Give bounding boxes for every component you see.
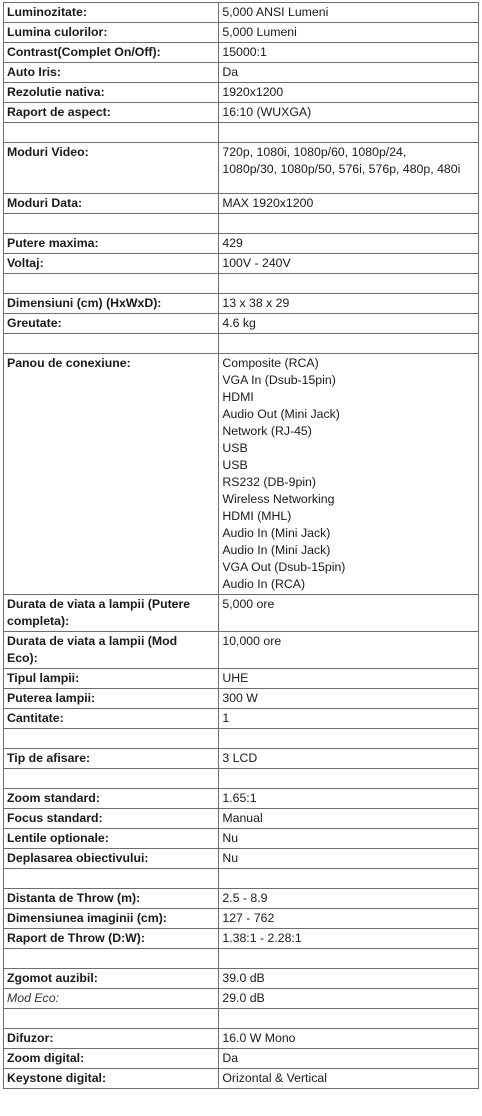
spec-value: 127 - 762 <box>219 909 479 929</box>
spec-value-line: USB <box>222 441 248 455</box>
spec-value: Nu <box>219 849 479 869</box>
spec-value: 29.0 dB <box>219 989 479 1009</box>
spec-value: Da <box>219 1049 479 1069</box>
spec-label: Zgomot auzibil: <box>4 969 219 989</box>
spec-value-line: RS232 (DB-9pin) <box>222 475 316 489</box>
spec-value: 16.0 W Mono <box>219 1029 479 1049</box>
spec-row <box>4 314 479 334</box>
spec-label: Deplasarea obiectivului: <box>4 849 219 869</box>
spec-label: Lentile optionale: <box>4 829 219 849</box>
spec-value: 5,000 ore <box>219 595 479 632</box>
spec-label <box>4 769 219 789</box>
spec-label: Puterea lampii: <box>4 689 219 709</box>
spec-value-line: Wireless Networking <box>222 492 335 506</box>
spec-row <box>4 254 479 274</box>
spec-value: Orizontal & Vertical <box>219 1069 479 1089</box>
spec-row <box>4 83 479 103</box>
spec-value-line: USB <box>222 458 248 472</box>
spec-value: Da <box>219 63 479 83</box>
spec-label: Dimensiunea imaginii (cm): <box>4 909 219 929</box>
spec-row <box>4 929 479 949</box>
spec-label: Raport de aspect: <box>4 103 219 123</box>
spec-label <box>4 632 219 669</box>
spec-value: 429 <box>219 234 479 254</box>
spec-value-line: 720p, 1080i, 1080p/60, 1080p/24, <box>222 145 407 159</box>
spec-value: 15000:1 <box>219 43 479 63</box>
spec-value <box>219 354 479 595</box>
spec-row <box>4 103 479 123</box>
spec-label <box>4 729 219 749</box>
spec-row <box>4 1009 479 1029</box>
spec-value-line: Audio In (Mini Jack) <box>222 543 331 557</box>
spec-row <box>4 214 479 234</box>
spec-value-line: Audio In (RCA) <box>222 577 306 591</box>
spec-row <box>4 709 479 729</box>
spec-label: Voltaj: <box>4 254 219 274</box>
spec-label: Dimensiuni (cm) (HxWxD): <box>4 294 219 314</box>
spec-label: Putere maxima: <box>4 234 219 254</box>
spec-value: 2.5 - 8.9 <box>219 889 479 909</box>
spec-row <box>4 849 479 869</box>
spec-label: Mod Eco: <box>4 989 219 1009</box>
spec-value: 39.0 dB <box>219 969 479 989</box>
spec-value-line: HDMI (MHL) <box>222 509 292 523</box>
spec-value <box>219 949 479 969</box>
spec-row <box>4 63 479 83</box>
spec-value: 1.38:1 - 2.28:1 <box>219 929 479 949</box>
spec-value <box>219 729 479 749</box>
spec-row <box>4 729 479 749</box>
spec-row <box>4 869 479 889</box>
spec-value-line: HDMI <box>222 390 254 404</box>
spec-label <box>4 595 219 632</box>
spec-value: 100V - 240V <box>219 254 479 274</box>
spec-value: 1.65:1 <box>219 789 479 809</box>
spec-label: Moduri Data: <box>4 194 219 214</box>
spec-label: Focus standard: <box>4 809 219 829</box>
spec-row <box>4 909 479 929</box>
spec-row <box>4 234 479 254</box>
spec-label <box>4 1009 219 1029</box>
spec-row <box>4 123 479 143</box>
spec-row <box>4 969 479 989</box>
spec-value <box>219 869 479 889</box>
spec-label <box>4 274 219 294</box>
spec-label: Distanta de Throw (m): <box>4 889 219 909</box>
spec-row <box>4 829 479 849</box>
spec-value <box>219 143 479 194</box>
spec-label: Zoom digital: <box>4 1049 219 1069</box>
spec-table <box>3 2 479 1089</box>
spec-label-line: completa): <box>7 614 70 628</box>
spec-value: MAX 1920x1200 <box>219 194 479 214</box>
spec-row <box>4 354 479 595</box>
spec-value: 13 x 38 x 29 <box>219 294 479 314</box>
spec-label: Contrast(Complet On/Off): <box>4 43 219 63</box>
spec-row <box>4 689 479 709</box>
spec-label: Luminozitate: <box>4 3 219 23</box>
spec-row <box>4 949 479 969</box>
spec-row <box>4 769 479 789</box>
spec-row <box>4 669 479 689</box>
spec-value: 10,000 ore <box>219 632 479 669</box>
spec-value-line: Audio Out (Mini Jack) <box>222 407 340 421</box>
spec-value: Nu <box>219 829 479 849</box>
spec-label: Zoom standard: <box>4 789 219 809</box>
spec-row <box>4 143 479 194</box>
spec-value-line: Composite (RCA) <box>222 356 319 370</box>
spec-value: 3 LCD <box>219 749 479 769</box>
spec-value <box>219 274 479 294</box>
spec-value-line: Audio In (Mini Jack) <box>222 526 331 540</box>
spec-label <box>4 949 219 969</box>
spec-label: Cantitate: <box>4 709 219 729</box>
spec-label <box>4 869 219 889</box>
spec-label <box>4 123 219 143</box>
spec-label-line: Durata de viata a lampii (Mod <box>7 634 178 648</box>
spec-row <box>4 1049 479 1069</box>
spec-label: Rezolutie nativa: <box>4 83 219 103</box>
spec-row <box>4 1069 479 1089</box>
spec-value <box>219 334 479 354</box>
spec-value <box>219 123 479 143</box>
spec-label <box>4 334 219 354</box>
spec-label: Lumina culorilor: <box>4 23 219 43</box>
spec-label-line: Eco): <box>7 651 38 665</box>
spec-value: 16:10 (WUXGA) <box>219 103 479 123</box>
spec-value-line: 1080p/30, 1080p/50, 576i, 576p, 480p, 480i <box>222 162 461 176</box>
spec-row <box>4 889 479 909</box>
spec-value-line: VGA Out (Dsub-15pin) <box>222 560 346 574</box>
spec-label-line: Durata de viata a lampii (Putere <box>7 597 191 611</box>
spec-value: Manual <box>219 809 479 829</box>
spec-value: 300 W <box>219 689 479 709</box>
spec-value: 5,000 ANSI Lumeni <box>219 3 479 23</box>
spec-row <box>4 334 479 354</box>
spec-row <box>4 789 479 809</box>
spec-label: Auto Iris: <box>4 63 219 83</box>
spec-row <box>4 294 479 314</box>
spec-value: UHE <box>219 669 479 689</box>
spec-row <box>4 809 479 829</box>
spec-value <box>219 214 479 234</box>
spec-row <box>4 3 479 23</box>
spec-value <box>219 769 479 789</box>
spec-label: Tip de afisare: <box>4 749 219 769</box>
spec-label: Moduri Video: <box>4 143 219 194</box>
spec-table-body <box>4 3 479 1089</box>
spec-row <box>4 23 479 43</box>
spec-label: Panou de conexiune: <box>4 354 219 595</box>
spec-label: Greutate: <box>4 314 219 334</box>
spec-row <box>4 194 479 214</box>
spec-label: Tipul lampii: <box>4 669 219 689</box>
spec-row <box>4 1029 479 1049</box>
spec-row <box>4 274 479 294</box>
spec-row <box>4 749 479 769</box>
spec-value: 5,000 Lumeni <box>219 23 479 43</box>
spec-row <box>4 632 479 669</box>
spec-value-line: VGA In (Dsub-15pin) <box>222 373 336 387</box>
spec-value: 1920x1200 <box>219 83 479 103</box>
spec-row <box>4 989 479 1009</box>
spec-label: Raport de Throw (D:W): <box>4 929 219 949</box>
spec-value: 4.6 kg <box>219 314 479 334</box>
spec-value-line: Network (RJ-45) <box>222 424 312 438</box>
spec-value: 1 <box>219 709 479 729</box>
spec-label <box>4 214 219 234</box>
spec-row <box>4 595 479 632</box>
spec-value <box>219 1009 479 1029</box>
spec-label: Keystone digital: <box>4 1069 219 1089</box>
spec-row <box>4 43 479 63</box>
spec-label: Difuzor: <box>4 1029 219 1049</box>
